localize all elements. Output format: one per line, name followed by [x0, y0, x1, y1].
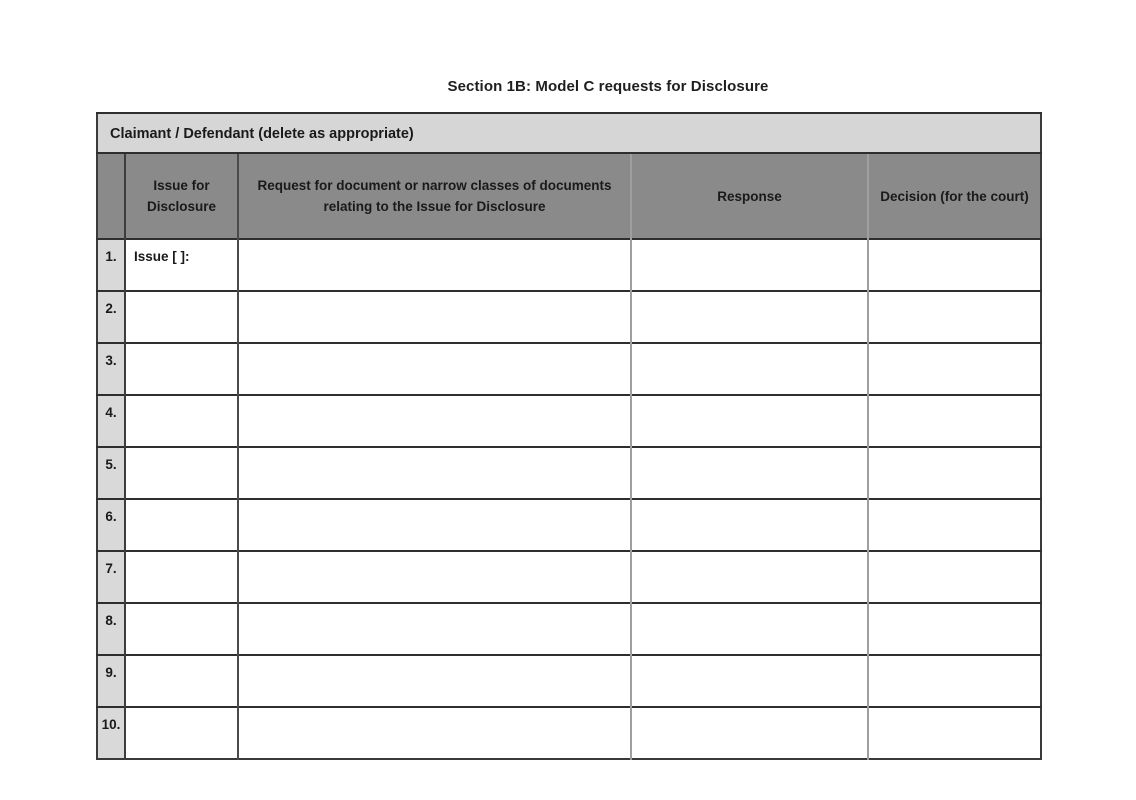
- decision-cell[interactable]: [868, 655, 1041, 707]
- decision-cell[interactable]: [868, 447, 1041, 499]
- row-number: 10.: [97, 707, 125, 759]
- document-title: Section 1B: Model C requests for Disclosure: [447, 78, 769, 95]
- issue-cell[interactable]: Issue [ ]:: [125, 239, 238, 291]
- request-cell[interactable]: [238, 239, 631, 291]
- issue-cell[interactable]: [125, 603, 238, 655]
- row-number: 3.: [97, 343, 125, 395]
- decision-cell[interactable]: [868, 551, 1041, 603]
- row-number: 7.: [97, 551, 125, 603]
- response-cell[interactable]: [631, 447, 868, 499]
- table-row-3: [97, 343, 1041, 395]
- request-cell[interactable]: [238, 551, 631, 603]
- table-row-7: [97, 551, 1041, 603]
- table-row-8: [97, 603, 1041, 655]
- response-cell[interactable]: [631, 239, 868, 291]
- table-row-1: [97, 239, 1041, 291]
- request-cell[interactable]: [238, 291, 631, 343]
- response-cell[interactable]: [631, 655, 868, 707]
- header-decision: Decision (for the court): [868, 153, 1041, 239]
- row-number: 2.: [97, 291, 125, 343]
- decision-cell[interactable]: [868, 343, 1041, 395]
- table-row-5: [97, 447, 1041, 499]
- decision-cell[interactable]: [868, 239, 1041, 291]
- request-cell[interactable]: [238, 603, 631, 655]
- decision-cell[interactable]: [868, 499, 1041, 551]
- issue-cell[interactable]: [125, 447, 238, 499]
- request-cell[interactable]: [238, 343, 631, 395]
- response-cell[interactable]: [631, 291, 868, 343]
- request-cell[interactable]: [238, 447, 631, 499]
- row-number: 6.: [97, 499, 125, 551]
- decision-cell[interactable]: [868, 603, 1041, 655]
- table-header-row: [97, 153, 1041, 239]
- header-request-for-documents: Request for document or narrow classes of documents relating to the Issue for Disclosure: [238, 153, 631, 239]
- title-row: [40, 78, 1136, 96]
- response-cell[interactable]: [631, 343, 868, 395]
- table-row-9: [97, 655, 1041, 707]
- decision-cell[interactable]: [868, 707, 1041, 759]
- row-number: 4.: [97, 395, 125, 447]
- header-response: Response: [631, 153, 868, 239]
- issue-cell[interactable]: [125, 655, 238, 707]
- response-cell[interactable]: [631, 499, 868, 551]
- decision-cell[interactable]: [868, 291, 1041, 343]
- table-row-6: [97, 499, 1041, 551]
- issue-cell[interactable]: [125, 343, 238, 395]
- table-row-10: [97, 707, 1041, 759]
- header-issue-for-disclosure: Issue for Disclosure: [125, 153, 238, 239]
- request-cell[interactable]: [238, 395, 631, 447]
- request-cell[interactable]: [238, 655, 631, 707]
- response-cell[interactable]: [631, 707, 868, 759]
- response-cell[interactable]: [631, 603, 868, 655]
- claimant-defendant-caption: Claimant / Defendant (delete as appropriate): [97, 113, 1041, 153]
- table-caption-row: [97, 113, 1041, 153]
- decision-cell[interactable]: [868, 395, 1041, 447]
- disclosure-request-table: [96, 112, 1042, 760]
- row-number: 9.: [97, 655, 125, 707]
- request-cell[interactable]: [238, 707, 631, 759]
- issue-cell[interactable]: [125, 291, 238, 343]
- request-cell[interactable]: [238, 499, 631, 551]
- row-number: 5.: [97, 447, 125, 499]
- header-number-cell: [97, 153, 125, 239]
- issue-cell[interactable]: [125, 395, 238, 447]
- issue-cell[interactable]: [125, 551, 238, 603]
- row-number: 1.: [97, 239, 125, 291]
- table-row-2: [97, 291, 1041, 343]
- issue-cell[interactable]: [125, 499, 238, 551]
- response-cell[interactable]: [631, 551, 868, 603]
- issue-cell[interactable]: [125, 707, 238, 759]
- row-number: 8.: [97, 603, 125, 655]
- response-cell[interactable]: [631, 395, 868, 447]
- table-row-4: [97, 395, 1041, 447]
